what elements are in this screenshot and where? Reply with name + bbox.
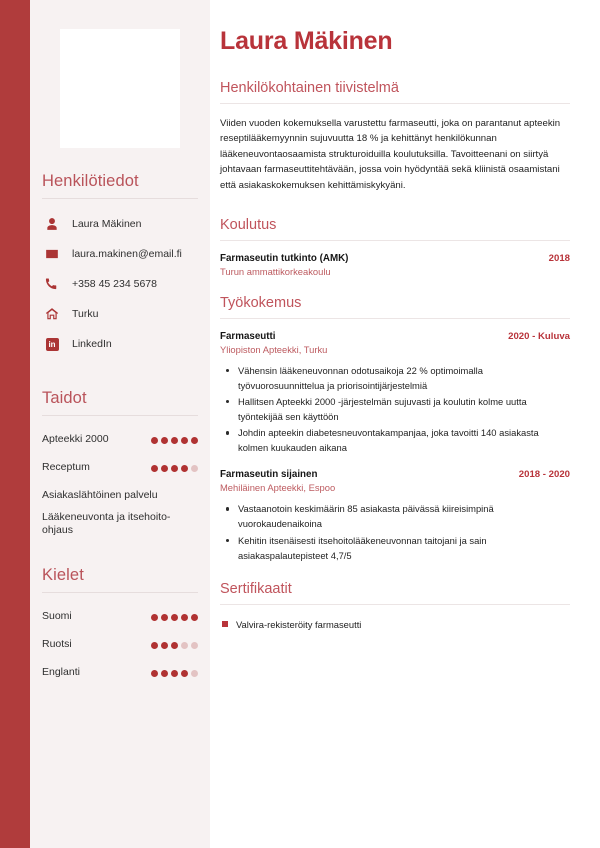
language-row-label: Suomi: [42, 610, 72, 623]
accent-stripe: [0, 0, 30, 848]
skill-row: [42, 482, 198, 510]
language-row-rating: [151, 670, 198, 677]
contact-text: Laura Mäkinen: [72, 217, 142, 230]
cv-entry: [220, 331, 570, 455]
cv-entry: [220, 253, 570, 277]
experience-entries: [220, 331, 570, 562]
entry-header: [220, 331, 570, 342]
rating-dot: [191, 642, 198, 649]
language-row-label: Ruotsi: [42, 638, 72, 651]
contact-text: Turku: [72, 307, 99, 320]
envelope-icon: [42, 247, 62, 261]
contact-text: +358 45 234 5678: [72, 277, 157, 290]
rating-dot: [191, 437, 198, 444]
section-education: [220, 217, 570, 277]
rating-dot: [181, 465, 188, 472]
rating-dot: [171, 670, 178, 677]
entry-date: 2020 - Kuluva: [508, 331, 570, 343]
entry-title: Farmaseutti: [220, 331, 276, 343]
section-summary: [220, 80, 570, 194]
bullet-item: Johdin apteekin diabetesneuvontakampanjaa, joka tavoitti 140 asiakasta kolmen kuukauden aikana: [220, 425, 570, 455]
rating-dot: [181, 614, 188, 621]
rating-dot: [171, 642, 178, 649]
rating-dot: [191, 614, 198, 621]
language-row: [42, 603, 198, 631]
entry-title: Farmaseutin sijainen: [220, 469, 318, 481]
languages-list: [42, 603, 198, 687]
rating-dot: [181, 670, 188, 677]
summary-text: Viiden vuoden kokemuksella varustettu farmaseutti, joka on parantanut apteekin reseptilääkemyynnin sujuvuutta 18 % ja kehittänyt henkilökunnan lääkeneuvontaosaamista strukturoiduilla koulutuksilla. Tavoitteenani on siirtyä johtavaan farmaseuttitehtävään, jossa voin hyödyntää sekä kliinistä osaamistani että asiakaskokemuksen kehittämiskykyäni.: [220, 117, 561, 191]
profile-photo-placeholder: [60, 29, 180, 148]
cv-entry: [220, 469, 570, 562]
linkedin-icon: in: [42, 338, 62, 351]
sidebar-heading-skills: Taidot: [42, 389, 198, 416]
rating-dot: [151, 465, 158, 472]
entry-subtitle: Turun ammattikorkeakoulu: [220, 266, 331, 278]
rating-dot: [161, 642, 168, 649]
skill-row-label: Lääkeneuvonta ja itsehoito-ohjaus: [42, 510, 171, 536]
page-title: Laura Mäkinen: [220, 27, 393, 55]
section-heading-certificates: Sertifikaatit: [220, 581, 570, 605]
contact-row[interactable]: [42, 209, 198, 239]
rating-dot: [171, 465, 178, 472]
bullet-item: Kehitin itsenäisesti itsehoitolääkeneuvonnan taitojani ja sain asiakaspalautepisteet 4,7/5: [220, 533, 570, 563]
skill-row-rating: [151, 465, 198, 472]
skill-row: [42, 426, 198, 454]
bullet-item: Vastaanotoin keskimäärin 85 asiakasta päivässä kiireisimpinä vuorokaudenaikoina: [220, 501, 570, 531]
rating-dot: [191, 670, 198, 677]
sidebar-section-personal: [42, 172, 198, 359]
entry-header: [220, 469, 570, 480]
certificate-item: Valvira-rekisteröity farmaseutti: [220, 617, 570, 632]
rating-dot: [151, 437, 158, 444]
rating-dot: [161, 437, 168, 444]
sidebar: [30, 0, 210, 848]
section-heading-summary: Henkilökohtainen tiivistelmä: [220, 80, 570, 104]
skill-row: [42, 510, 198, 538]
rating-dot: [161, 670, 168, 677]
main-content: [210, 0, 600, 848]
rating-dot: [161, 465, 168, 472]
entry-subtitle: Yliopiston Apteekki, Turku: [220, 344, 328, 356]
rating-dot: [181, 642, 188, 649]
skill-row-label: Receptum: [42, 461, 90, 474]
skill-row-rating: [151, 437, 198, 444]
section-heading-education: Koulutus: [220, 217, 570, 241]
section-experience: [220, 295, 570, 562]
sidebar-heading-languages: Kielet: [42, 566, 198, 593]
skill-row-label: Apteekki 2000: [42, 433, 109, 446]
rating-dot: [191, 465, 198, 472]
bullet-item: Vähensin lääkeneuvonnan odotusaikoja 22 % optimoimalla työvuorosuunnittelua ja priorisointijärjestelmiä: [220, 363, 570, 393]
contact-row[interactable]: [42, 329, 198, 359]
phone-icon: [42, 277, 62, 291]
entry-subtitle: Mehiläinen Apteekki, Espoo: [220, 482, 336, 494]
language-row: [42, 631, 198, 659]
skills-list: [42, 426, 198, 538]
section-certificates: [220, 581, 570, 632]
skill-row-label: Asiakaslähtöinen palvelu: [42, 489, 158, 502]
education-entries: [220, 253, 570, 277]
entry-title: Farmaseutin tutkinto (AMK): [220, 253, 349, 265]
bullet-item: Hallitsen Apteekki 2000 -järjestelmän sujuvasti ja koulutin kolme uutta työntekijää sen käyttöön: [220, 394, 570, 424]
section-heading-experience: Työkokemus: [220, 295, 570, 319]
rating-dot: [171, 437, 178, 444]
language-row-rating: [151, 642, 198, 649]
contact-text: LinkedIn: [72, 337, 112, 350]
entry-bullets: [220, 363, 570, 455]
contact-text: laura.makinen@email.fi: [72, 247, 182, 260]
rating-dot: [151, 670, 158, 677]
entry-bullets: [220, 501, 570, 562]
contact-list: [42, 209, 198, 359]
rating-dot: [181, 437, 188, 444]
sidebar-heading-personal: Henkilötiedot: [42, 172, 198, 199]
sidebar-section-skills: [42, 389, 198, 538]
rating-dot: [151, 614, 158, 621]
language-row-label: Englanti: [42, 666, 80, 679]
contact-row[interactable]: [42, 299, 198, 329]
sidebar-section-languages: [42, 566, 198, 687]
contact-row[interactable]: [42, 269, 198, 299]
entry-date: 2018: [548, 253, 570, 265]
home-icon: [42, 307, 62, 321]
person-icon: [42, 217, 62, 231]
contact-row[interactable]: [42, 239, 198, 269]
certificates-list: [220, 617, 570, 632]
skill-row: [42, 454, 198, 482]
entry-date: 2018 - 2020: [518, 469, 570, 481]
rating-dot: [161, 614, 168, 621]
language-row: [42, 659, 198, 687]
rating-dot: [171, 614, 178, 621]
language-row-rating: [151, 614, 198, 621]
rating-dot: [151, 642, 158, 649]
entry-header: [220, 253, 570, 264]
